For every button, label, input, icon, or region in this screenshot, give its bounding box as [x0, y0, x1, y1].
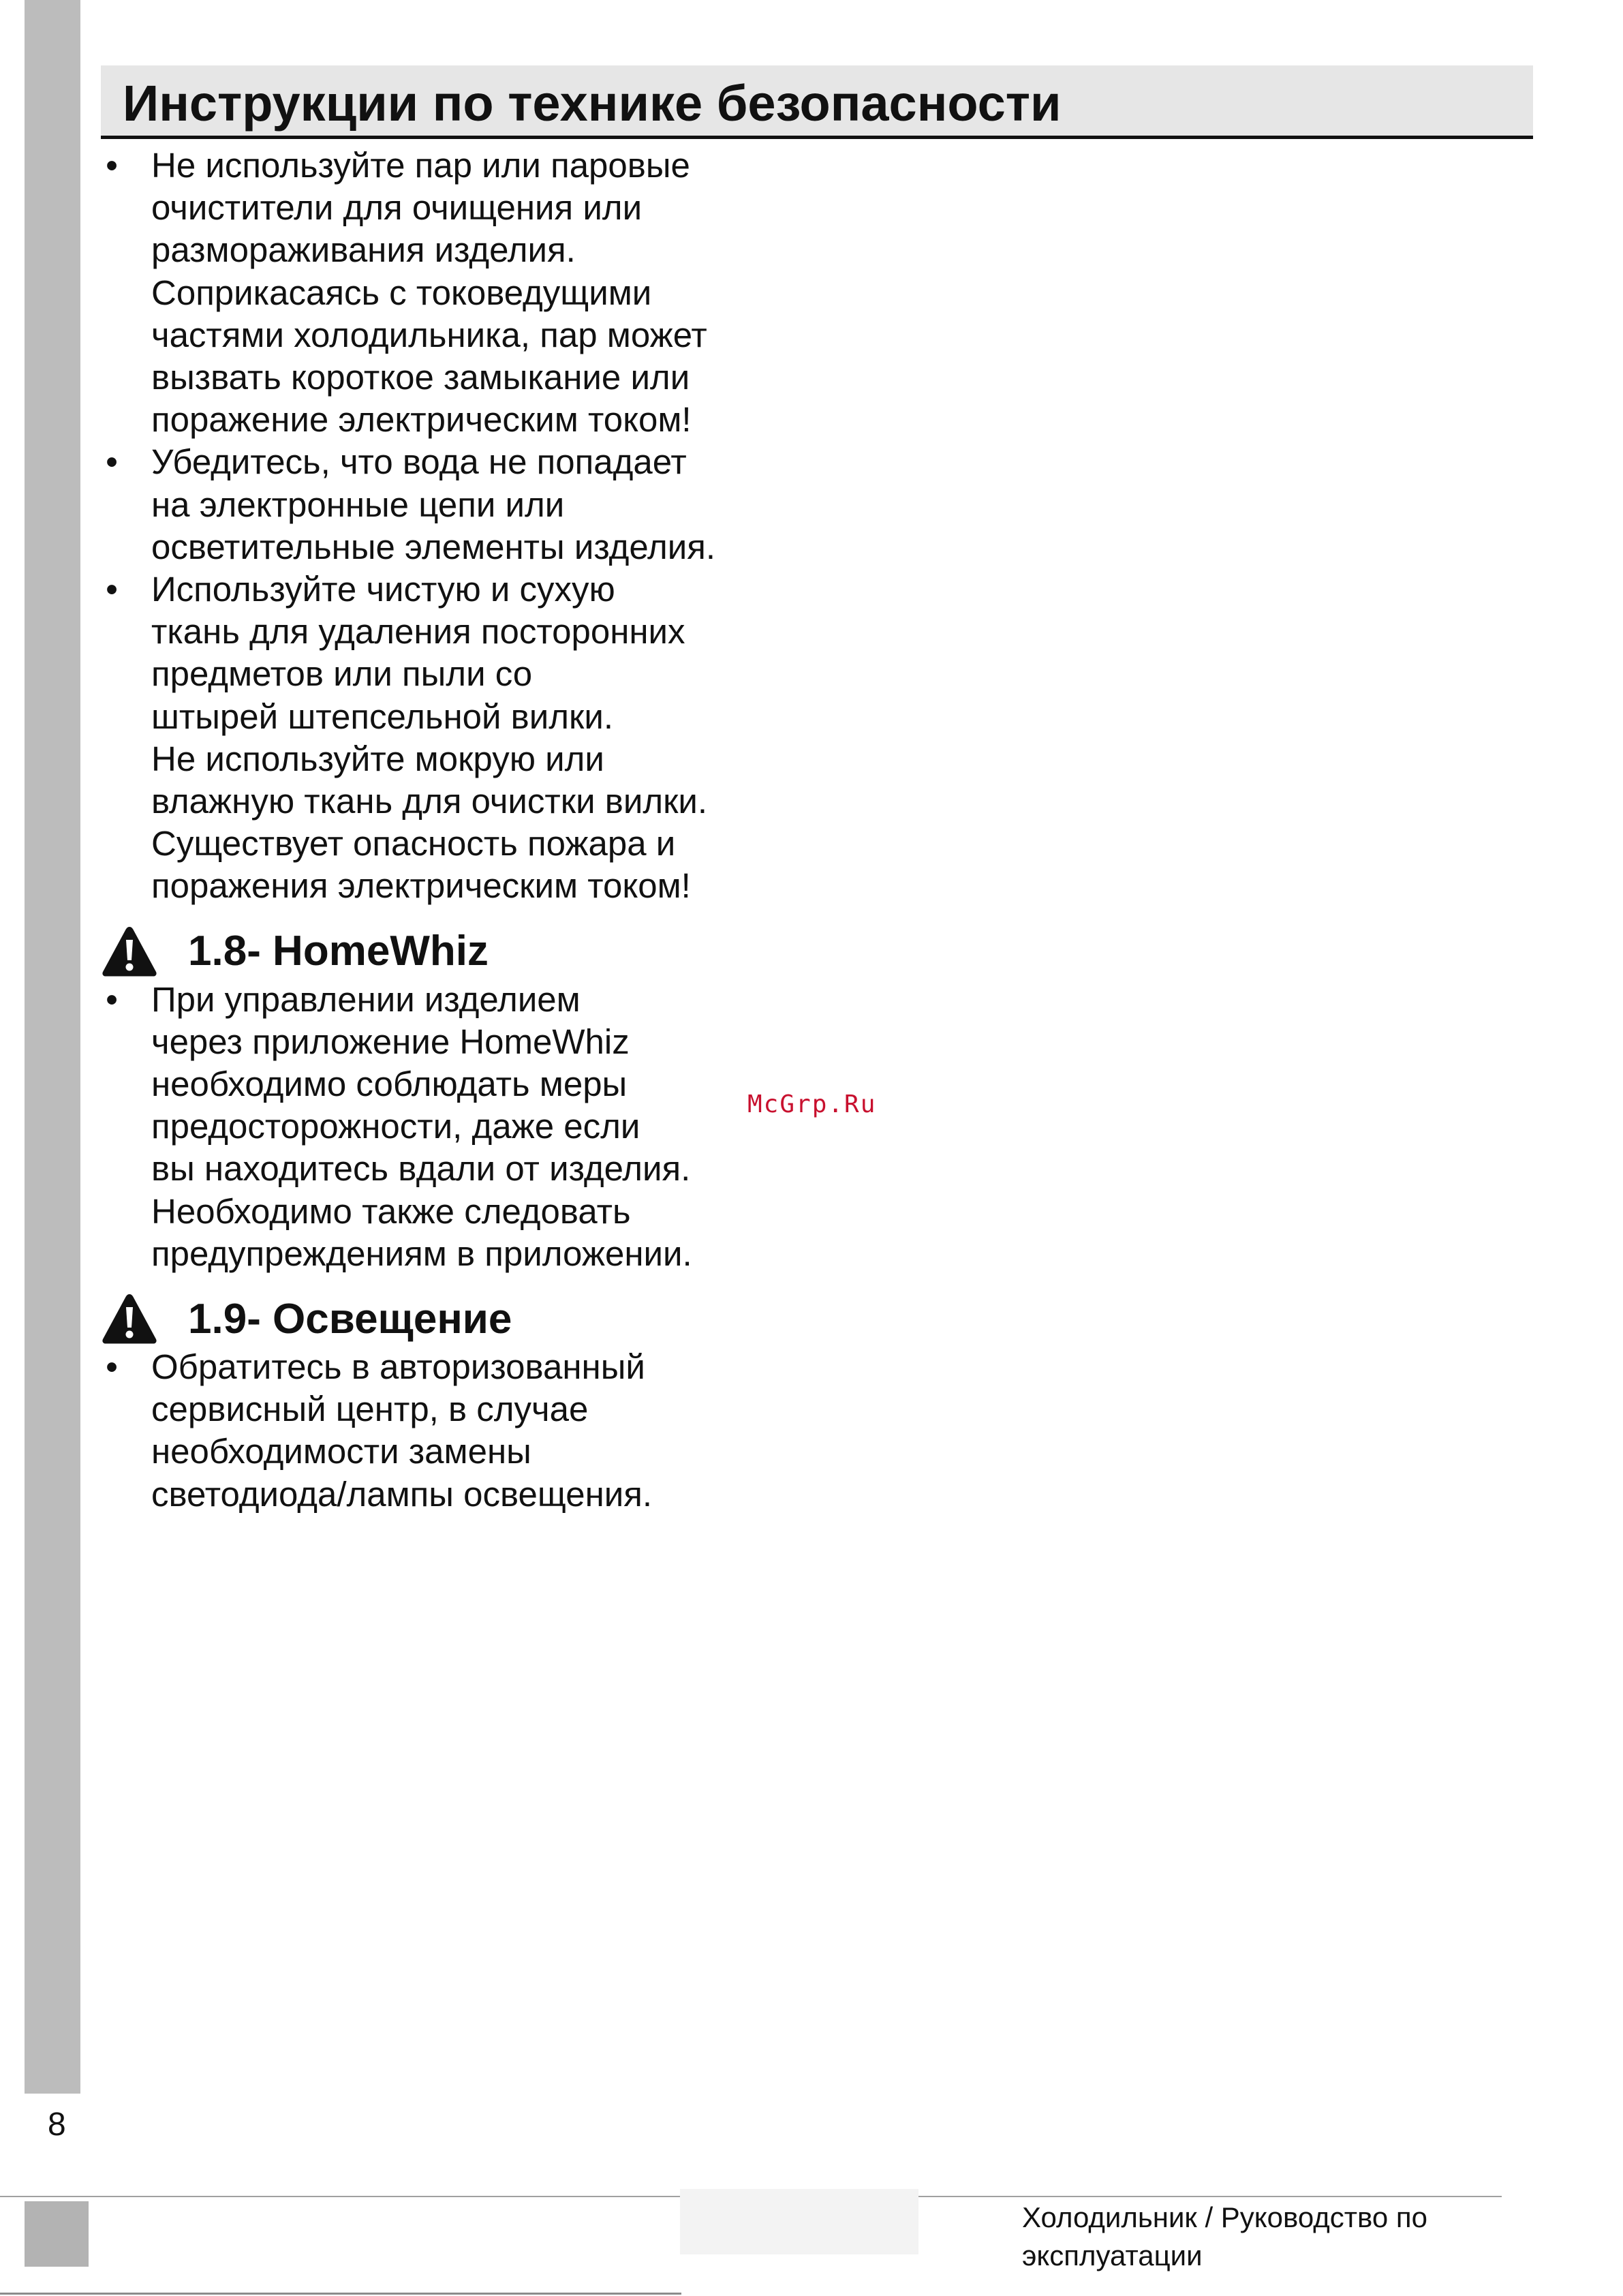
bullet-icon: •	[106, 146, 118, 185]
list-item	[101, 144, 816, 441]
bullet-icon: •	[106, 442, 118, 482]
list-item	[101, 441, 816, 568]
page-header	[101, 65, 1533, 139]
footer-caption-line: эксплуатации	[1022, 2239, 1203, 2271]
text-line: очистители для очищения или	[151, 188, 643, 228]
watermark: McGrp.Ru	[747, 1090, 877, 1118]
text-line: Необходимо также следовать	[151, 1191, 631, 1231]
text-line: на электронные цепи или	[151, 485, 565, 524]
section-heading-homewhiz	[101, 924, 816, 979]
text-line: необходимости замены	[151, 1432, 531, 1471]
list-item	[101, 568, 816, 908]
text-line: через приложение HomeWhiz	[151, 1022, 630, 1061]
footer-marker	[25, 2201, 89, 2267]
text-line: Используйте чистую и сухую	[151, 570, 615, 609]
sidebar-bar	[25, 0, 80, 2094]
text-line: необходимо соблюдать меры	[151, 1065, 628, 1104]
text-line: вызвать короткое замыкание или	[151, 358, 690, 397]
text-line: осветительные элементы изделия.	[151, 527, 716, 566]
footer-bottom-divider	[0, 2293, 681, 2295]
text-line: влажную ткань для очистки вилки.	[151, 782, 708, 821]
text-line: Обратитесь в авторизованный	[151, 1347, 645, 1387]
text-line: штырей штепсельной вилки.	[151, 697, 613, 736]
section-heading-lighting	[101, 1291, 816, 1346]
text-line: При управлении изделием	[151, 979, 581, 1019]
text-line: поражение электрическим током!	[151, 400, 692, 440]
text-line: Соприкасаясь с токоведущими	[151, 273, 652, 312]
list-item	[101, 1346, 816, 1516]
text-line: вы находитесь вдали от изделия.	[151, 1149, 691, 1189]
text-line: предметов или пыли со	[151, 654, 533, 694]
list-item	[101, 979, 816, 1275]
section-title: 1.9- Освещение	[188, 1295, 512, 1343]
bullet-icon: •	[106, 1347, 118, 1387]
text-line: предосторожности, даже если	[151, 1107, 640, 1146]
text-line: Не используйте пар или паровые	[151, 146, 690, 185]
warning-icon	[101, 1292, 158, 1345]
text-line: Не используйте мокрую или	[151, 739, 604, 778]
section-title: 1.8- HomeWhiz	[188, 928, 489, 975]
text-line: поражения электрическим током!	[151, 866, 691, 906]
text-line: сервисный центр, в случае	[151, 1390, 589, 1429]
bullet-icon: •	[106, 979, 118, 1019]
text-line: Существует опасность пожара и	[151, 824, 676, 863]
text-line: светодиода/лампы освещения.	[151, 1474, 653, 1514]
lighting-list	[101, 1346, 816, 1516]
main-column	[101, 144, 816, 1516]
safety-list-top	[101, 144, 816, 908]
warning-icon	[101, 925, 158, 978]
text-line: Убедитесь, что вода не попадает	[151, 442, 687, 482]
page-title: Инструкции по технике безопасности	[123, 75, 1062, 132]
text-line: размораживания изделия.	[151, 230, 576, 270]
text-line: ткань для удаления посторонних	[151, 612, 685, 652]
text-line: предупреждениям в приложении.	[151, 1234, 692, 1273]
footer-caption-line: Холодильник / Руководство по	[1022, 2201, 1427, 2233]
page-number: 8	[48, 2107, 66, 2143]
homewhiz-list	[101, 979, 816, 1275]
bullet-icon: •	[106, 570, 118, 609]
text-line: частями холодильника, пар может	[151, 315, 707, 354]
footer-blank-box	[680, 2189, 918, 2254]
footer-caption	[1022, 2199, 1513, 2275]
